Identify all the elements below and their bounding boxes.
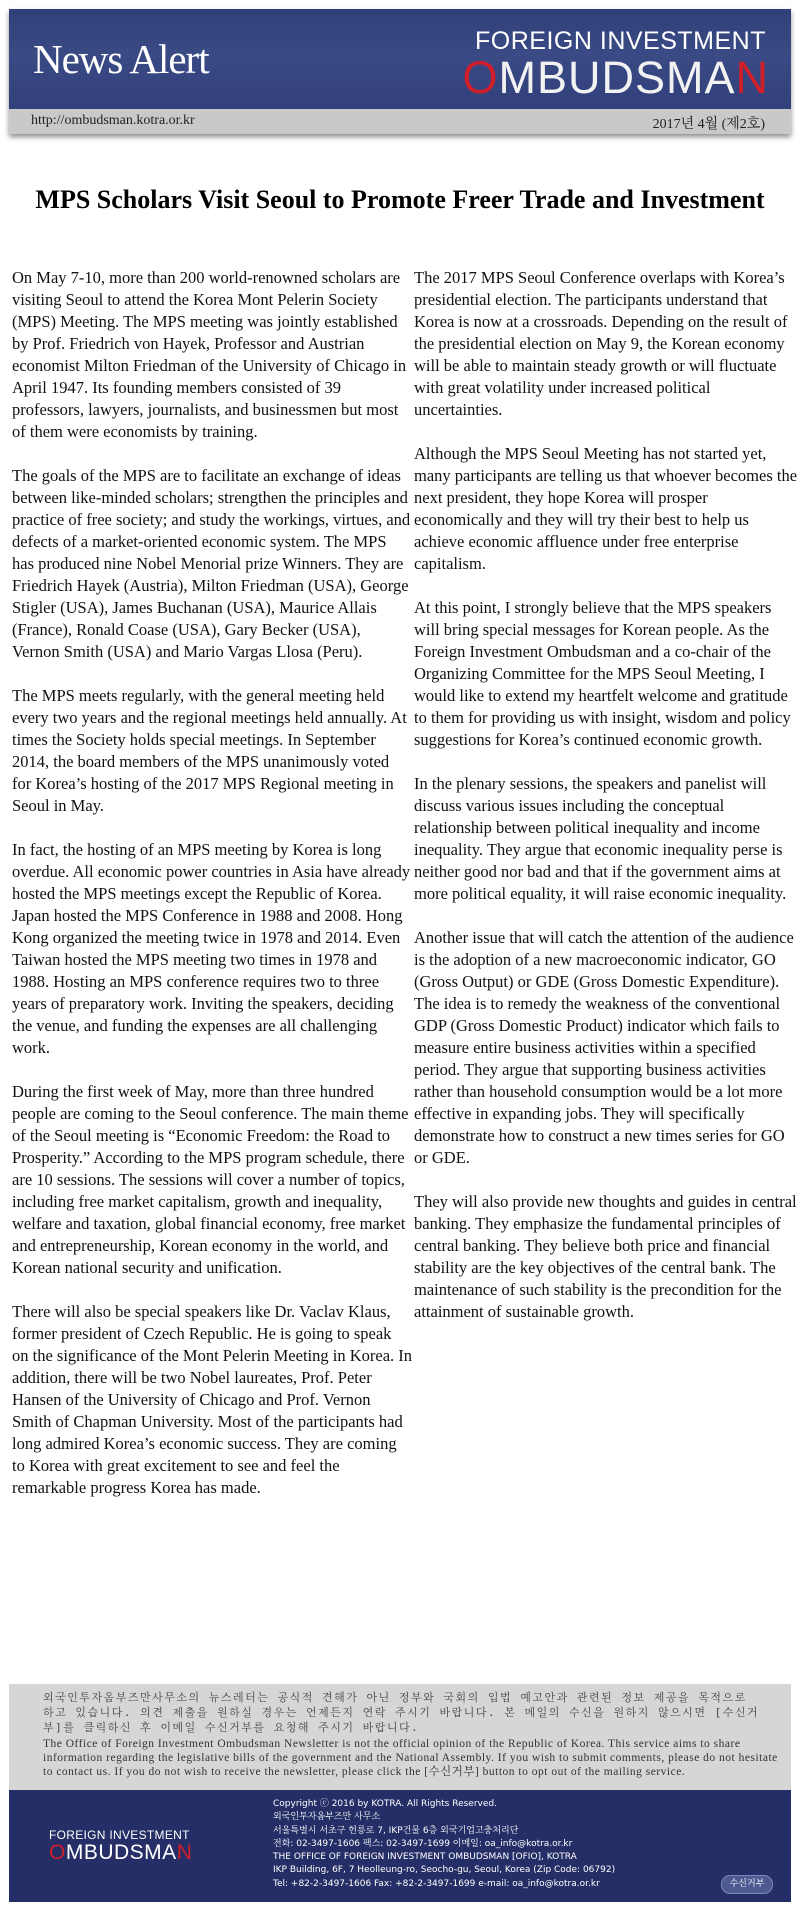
contact-korean: 전화: 02-3497-1606 팩스: 02-3497-1699 이메일: oa_info@kotra.or.kr	[273, 1838, 573, 1849]
article-paragraph: During the first week of May, more than three hundred people are coming to the Seoul conference. The main theme of the Seoul meeting is “Economic Freedom: the Road to Prosperity.” According to the MPS program schedule, there are 10 sessions. The sessions will cover a number of topics, including free market capitalism, growth and inequality, welfare and taxation, global financial economy, free market and entrepreneurship, Korean economy in the world, and Korean national security and unification.	[12, 1082, 409, 1277]
office-name-korean: 외국인투자옴부즈만 사무소	[273, 1812, 381, 1823]
article-paragraph: Although the MPS Seoul Meeting has not started yet, many participants are telling us that whoever becomes the next president, they hope Korea will prosper economically and they will try their best to help us achieve economic affluence under free enterprise capitalism.	[414, 444, 798, 573]
article-paragraph: The 2017 MPS Seoul Conference overlaps with Korea’s presidential election. The participants understand that Korea is now at a crossroads. Depending on the result of the presidential election on May 9, the Korean economy will be able to maintain steady growth or will fluctuate with great volatility under increased political uncertainties.	[414, 268, 788, 419]
article-paragraph: At this point, I strongly believe that the MPS speakers will bring special messages for Korean people. As the Foreign Investment Ombudsman and a co-chair of the Organizing Committee for the MPS Seoul Meeting, I would like to extend my heartfelt welcome and gratitude to them for providing us with insight, wisdom and policy suggestions for Korea’s continued economic growth.	[414, 598, 791, 749]
article-paragraph: On May 7-10, more than 200 world-renowned scholars are visiting Seoul to attend the Korea Mont Pelerin Society (MPS) Meeting. The MPS meeting was jointly established by Prof. Friedrich von Hayek, Professor and Austrian economist Milton Friedman of the University of Chicago in April 1947. Its founding members consisted of 39 professors, lawyers, journalists, and businessmen but most of them were economists by training.	[12, 268, 407, 441]
footer-logo-top: FOREIGN INVESTMENT	[49, 1828, 190, 1842]
contact-english: Tel: +82-2-3497-1606 Fax: +82-2-3497-1699 e-mail: oa_info@kotra.or.kr	[273, 1878, 600, 1889]
disclaimer-notice	[9, 1684, 791, 1790]
footer-logo-letter-o: O	[49, 1841, 66, 1864]
newsletter-title: News Alert	[33, 36, 209, 82]
article-right-column	[414, 267, 798, 1345]
website-link[interactable]: http://ombudsman.kotra.or.kr	[31, 113, 195, 128]
brand-letter-o: O	[462, 52, 499, 103]
article-paragraph: The MPS meets regularly, with the general meeting held every two years and the regional meetings held annually. At times the Society holds special meetings. In September 2014, the board members of the MPS unanimously voted for Korea’s hosting of the 2017 MPS Regional meeting in Seoul in May.	[12, 686, 407, 815]
disclaimer-korean: 외국인투자옴부즈만사무소의 뉴스레터는 공식적 견해가 아닌 정부와 국회의 입법 예고안과 관련된 정보 제공을 목적으로 하고 있습니다. 의견 제출을 원하실 경우는 언제든지 연락 주시기 바랍니다. 본 메일의 수신을 원하지 않으시면 [수신거부]를 클릭하신 후 이메일 수신거부를 요청해 주시기 바랍니다.	[43, 1691, 760, 1734]
footer-logo-bottom	[49, 1842, 239, 1864]
issue-date: 2017년 4월 (제2호)	[652, 117, 765, 132]
newsletter-header	[9, 9, 791, 134]
article-paragraph: In the plenary sessions, the speakers and panelist will discuss various issues including the conceptual relationship between political inequality and income inequality. They argue that economic inequality perse is neither good nor bad and that if the government aims at more political equality, it will raise economic inequality.	[414, 774, 787, 903]
footer-logo-letter-n: N	[176, 1841, 193, 1864]
article-paragraph: The goals of the MPS are to facilitate an exchange of ideas between like-minded scholars; strengthen the principles and practice of free society; and study the workings, virtues, and defects of a market-oriented economic system. The MPS has produced nine Nobel Menorial prize Winners. They are Friedrich Hayek (Austria), Milton Friedman (USA), George Stigler (USA), James Buchanan (USA), Maurice Allais (France), Ronald Coase (USA), Gary Becker (USA), Vernon Smith (USA) and Mario Vargas Llosa (Peru).	[12, 466, 411, 661]
article-paragraph: There will also be special speakers like Dr. Vaclav Klaus, former president of Czech Republic. He is going to speak on the significance of the Mont Pelerin Meeting in Korea. In addition, there will be two Nobel laureates, Prof. Peter Hansen of the University of Chicago and Prof. Vernon Smith of Chapman University. Most of the participants had long admired Korea’s economic success. They are coming to Korea with great excitement to see and feel the remarkable progress Korea has made.	[12, 1302, 413, 1497]
article-paragraph: In fact, the hosting of an MPS meeting by Korea is long overdue. All economic power countries in Asia have already hosted the MPS meetings except the Republic of Korea. Japan hosted the MPS Conference in 1988 and 2008. Hong Kong organized the meeting twice in 1978 and 2014. Even Taiwan hosted the MPS meeting two times in 1978 and 1988. Hosting an MPS conference requires two to three years of preparatory work. Inviting the speakers, deciding the venue, and funding the expenses are all challenging work.	[12, 840, 411, 1057]
footer-logo	[49, 1828, 239, 1864]
brand-logo-bottom	[462, 53, 769, 103]
header-banner	[9, 9, 791, 109]
article-paragraph: Another issue that will catch the attention of the audience is the adoption of a new macroeconomic indicator, GO (Gross Output) or GDE (Gross Domestic Expenditure). The idea is to remedy the weakness of the conventional GDP (Gross Domestic Product) indicator which fails to measure entire business activities within a specified period. They argue that supporting business activities rather than household consumption would be a lot more effective in expanding jobs. They will specifically demonstrate how to construct a new times series for GO or GDE.	[414, 928, 794, 1167]
copyright-text: Copyright ⓒ 2016 by KOTRA. All Rights Reserved.	[273, 1799, 497, 1809]
brand-letter-n: N	[735, 52, 769, 103]
footer-contact-info	[273, 1798, 713, 1891]
office-name-english: THE OFFICE OF FOREIGN INVESTMENT OMBUDSMAN [OFIO], KOTRA	[273, 1852, 577, 1863]
unsubscribe-button[interactable]: 수신거부	[721, 1875, 773, 1894]
article-left-column	[12, 267, 412, 1521]
disclaimer-english: The Office of Foreign Investment Ombudsman Newsletter is not the official opinion of the Republic of Korea. This service aims to share information regarding the legislative bills of the government and the National Assembly. If you wish to submit comments, please do not hesitate to contact us. If you do not wish to receive the newsletter, please click the [수신거부] button to opt out of the mailing service.	[43, 1738, 778, 1778]
article-headline: MPS Scholars Visit Seoul to Promote Freer Trade and Investment	[35, 185, 765, 214]
footer-logo-letters-mid: MBUDSMA	[65, 1841, 177, 1864]
newsletter-footer	[9, 1790, 791, 1902]
address-english: IKP Building, 6F, 7 Heolleung-ro, Seocho-gu, Seoul, Korea (Zip Code: 06792)	[273, 1865, 616, 1876]
brand-logo-top: FOREIGN INVESTMENT	[475, 27, 766, 55]
brand-letters-mid: MBUDSMA	[498, 52, 736, 103]
address-korean: 서울특별시 서초구 헌릉로 7, IKP건물 6층 외국기업고충처리단	[273, 1825, 519, 1836]
article-paragraph: They will also provide new thoughts and guides in central banking. They emphasize the fundamental principles of central banking. They believe both price and financial stability are the key objectives of the central bank. The maintenance of such stability is the precondition for the attainment of sustainable growth.	[414, 1192, 797, 1321]
